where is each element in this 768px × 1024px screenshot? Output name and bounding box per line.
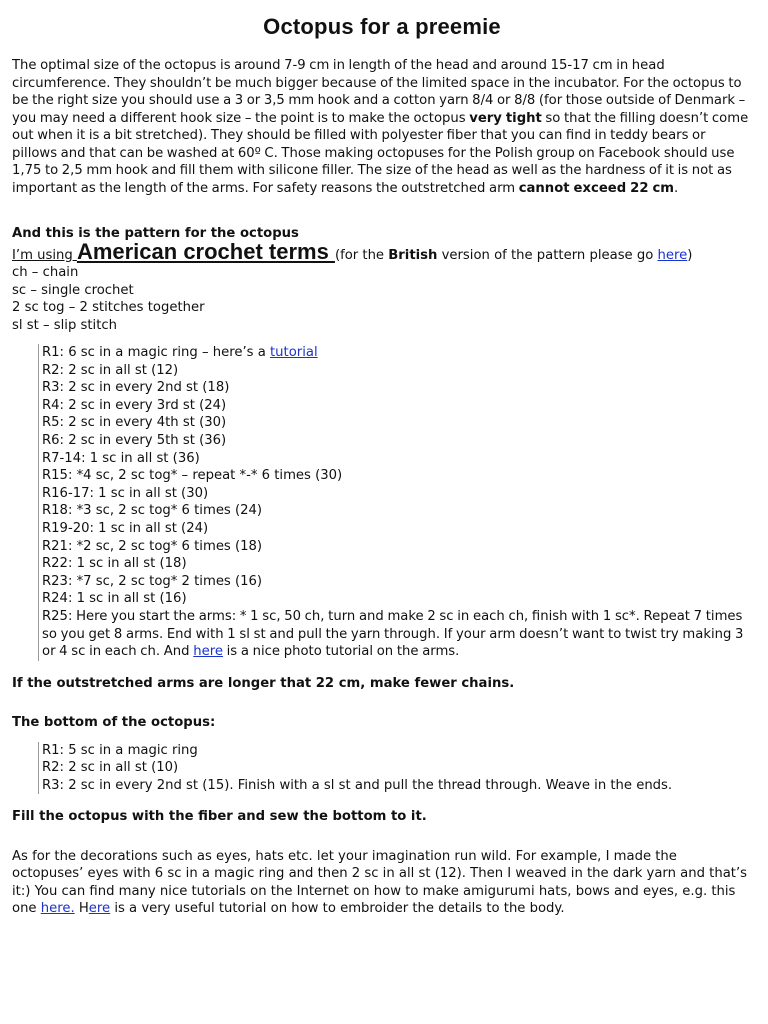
round-item: R3: 2 sc in every 2nd st (18) [42, 380, 230, 396]
round-item: R6: 2 sc in every 5th st (36) [42, 432, 227, 448]
abbreviation-item: sl st – slip stitch [12, 317, 117, 333]
terms-mid-2: version of the pattern please go [437, 247, 658, 263]
abbreviation-item: ch – chain [12, 265, 79, 280]
terms-line [12, 238, 752, 265]
terms-british: British [388, 247, 438, 263]
intro-bold-limit: cannot exceed 22 cm [518, 180, 675, 196]
arms-tutorial-link[interactable]: here [193, 644, 223, 660]
bottom-round-item: R2: 2 sc in all st (10) [42, 760, 179, 776]
round-item: R18: *3 sc, 2 sc tog* 6 times (24) [42, 503, 263, 519]
round-item: R22: 1 sc in all st (18) [42, 556, 187, 572]
round-item: R19-20: 1 sc in all st (24) [42, 520, 209, 536]
american-terms-link[interactable]: American crochet terms [76, 238, 335, 264]
round-item: R24: 1 sc in all st (16) [42, 591, 187, 607]
magic-ring-tutorial-link[interactable]: tutorial [270, 345, 318, 360]
round-r25-text: R25: Here you start the arms: * 1 sc, 50 ch, turn and make 2 sc in each ch, finish with 1 sc*. Repeat 7 times so you get 8 arms. End with 1 sl st and pull the yarn through. If your arm doesn’t want to twist try making 3 or 4 sc in each ch. And [42, 608, 744, 660]
round-item: R2: 2 sc in all st (12) [42, 362, 179, 378]
bottom-heading: The bottom of the octopus: [12, 715, 216, 731]
abbreviation-item: sc – single crochet [12, 282, 134, 298]
arms-note: If the outstretched arms are longer that 22 cm, make fewer chains. [12, 675, 515, 691]
intro-text-2: so that the filling doesn’t come out when it is a bit stretched). They should be filled with polyester fiber that you can find in teddy bears or pillows and that can be washed at 60º C. Those making octopuses for the Polish group on Facebook should use 1,75 to 2,5 mm hook and fill them with silicone filler. The size of the head as well as the hardness of it is not as important as the length of the arms. For safety reasons the outstretched arm [12, 110, 749, 196]
round-item: R21: *2 sc, 2 sc tog* 6 times (18) [42, 538, 263, 554]
terms-mid-1: (for the [334, 247, 389, 263]
round-item: R16-17: 1 sc in all st (30) [42, 485, 209, 501]
decorations-mid: H [74, 901, 89, 917]
round-item [42, 608, 752, 661]
pattern-heading: And this is the pattern for the octopus [12, 226, 299, 241]
intro-paragraph [12, 57, 752, 197]
page-title: Octopus for a preemie [263, 14, 501, 39]
round-r1-text: R1: 6 sc in a magic ring – here’s a [42, 345, 271, 360]
hats-tutorial-link[interactable]: here. [40, 901, 75, 917]
round-item: R7-14: 1 sc in all st (36) [42, 450, 200, 466]
bottom-round-item: R1: 5 sc in a magic ring [42, 742, 198, 758]
round-item: R23: *7 sc, 2 sc tog* 2 times (16) [42, 573, 263, 589]
round-item [42, 344, 752, 362]
intro-bold-very-tight: very tight [469, 110, 542, 126]
document-page [12, 12, 752, 918]
rounds-block [38, 344, 752, 661]
decorations-text-2: is a very useful tutorial on how to embroider the details to the body. [110, 901, 565, 917]
intro-text-1: The optimal size of the octopus is around 7-9 cm in length of the head and around 15-17 cm in head circumference. They shouldn’t be much bigger because of the limited space in the incubator. For the octopus to be the right size you should use a 3 or 3,5 mm hook and a cotton yarn 8/4 or 8/8 (for those outside of Denmark – you may need a different hook size – the point is to make the octopus [12, 58, 746, 126]
round-r25-end: is a nice photo tutorial on the arms. [222, 644, 460, 660]
round-item: R5: 2 sc in every 4th st (30) [42, 415, 227, 431]
abbreviation-item: 2 sc tog – 2 stitches together [12, 300, 205, 315]
bottom-rounds-block [38, 742, 752, 795]
embroider-tutorial-link[interactable]: ere [88, 901, 111, 917]
fill-note: Fill the octopus with the fiber and sew the bottom to it. [12, 809, 427, 825]
round-item: R15: *4 sc, 2 sc tog* – repeat *-* 6 times (30) [42, 468, 343, 484]
bottom-round-item: R3: 2 sc in every 2nd st (15). Finish with a sl st and pull the thread through. Weave in the ends. [42, 777, 673, 793]
british-version-link[interactable]: here [657, 247, 688, 263]
decorations-text-1: As for the decorations such as eyes, hats etc. let your imagination run wild. For example, I made the octopuses’ eyes with 6 sc in a magic ring and then 2 sc in all st (12). Then I weaved in the dark yarn and that’s it:) You can find many nice tutorials on the Internet on how to make amigurumi hats, bows and eyes, e.g. this one [12, 848, 748, 917]
intro-text-3: . [674, 180, 679, 196]
round-item: R4: 2 sc in every 3rd st (24) [42, 397, 227, 413]
abbreviations-list [12, 264, 752, 334]
terms-prefix: I’m using [12, 247, 77, 263]
terms-suffix: ) [687, 247, 693, 263]
decorations-paragraph [12, 848, 752, 918]
